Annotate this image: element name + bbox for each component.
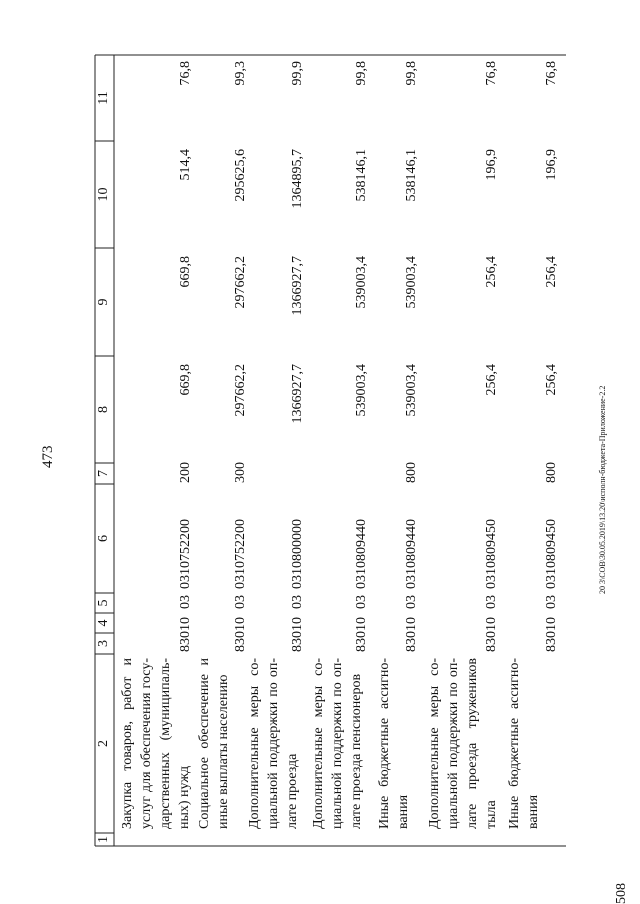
footer-path: 20 3\СОВ\30.05.2019\13.20\исполн-бюджета-Приложение-2.2 [598,385,607,594]
header-col-4: 4 [96,619,111,627]
row-name-line: Закупка товаров, работ и [120,658,135,829]
row-name-line: Иные бюджетные ассигно- [377,658,392,829]
row-name-line: тыла [484,800,499,829]
cell-col9: 297662,2 [233,256,248,309]
cell-col5: 03 [178,595,193,609]
row-name-line: вания [526,794,541,829]
cell-col3: 830 [178,631,193,652]
cell-col7: 200 [178,462,193,483]
cell-col7: 300 [233,462,248,483]
row-name-line: вания [396,794,411,829]
cell-col3: 830 [484,631,499,652]
cell-col8: 539003,4 [404,364,419,417]
cell-col6: 0310752200 [178,519,193,589]
cell-col8: 669,8 [178,364,193,396]
cell-col9: 256,4 [544,256,559,288]
cell-col11: 99,8 [354,61,369,86]
cell-col4: 10 [233,617,248,631]
cell-col5: 03 [290,595,305,609]
cell-col8: 1366927,7 [290,364,305,424]
cell-col10: 538146,1 [404,149,419,202]
cell-col9: 256,4 [484,256,499,288]
row-name-line: циальной поддержки по оп- [330,658,345,829]
cell-col4: 10 [354,617,369,631]
cell-col3: 830 [233,631,248,652]
cell-col4: 10 [404,617,419,631]
cell-col6: 0310809440 [354,519,369,589]
header-col-7: 7 [96,470,111,477]
cell-col11: 99,3 [233,61,248,86]
row-name-line: Дополнительные меры со- [311,658,326,829]
cell-col10: 196,9 [544,149,559,181]
cell-col6: 0310809440 [404,519,419,589]
cell-col9: 669,8 [178,256,193,288]
cell-col10: 538146,1 [354,149,369,202]
header-col-3: 3 [96,640,111,647]
cell-col11: 99,8 [404,61,419,86]
row-name-line: Социальное обеспечение и [197,658,212,829]
cell-col6: 0310809450 [484,519,499,589]
cell-col6: 0310752200 [233,519,248,589]
cell-col9: 539003,4 [354,256,369,309]
header-col-9: 9 [96,298,111,306]
cell-col6: 0310809450 [544,519,559,589]
header-col-6: 6 [96,535,111,542]
cell-col5: 03 [484,595,499,609]
cell-col7: 800 [544,462,559,483]
header-col-10: 10 [96,187,111,202]
row-name [245,658,302,829]
row-name-line: дарственных (муниципаль- [158,658,173,829]
header-col-8: 8 [96,406,111,413]
row-name-line: циальной поддержки по оп- [446,658,461,829]
row-name-line: услуг для обеспечения госу- [139,658,154,829]
corner-number: 508 [614,883,629,904]
row-name [195,658,233,829]
header-col-2: 2 [96,740,111,747]
row-name-line: циальной поддержки по оп- [266,658,281,829]
cell-col4: 10 [290,617,305,631]
row-name [118,658,194,829]
cell-col3: 830 [404,631,419,652]
cell-col5: 03 [354,595,369,609]
cell-col10: 295625,6 [233,149,248,202]
cell-col5: 03 [233,595,248,609]
row-name-line: иные выплаты населению [216,674,231,829]
cell-col10: 1364895,7 [290,149,305,209]
cell-col10: 196,9 [484,149,499,181]
header-col-1: 1 [96,836,111,843]
cell-col11: 76,8 [178,61,193,86]
cell-col8: 539003,4 [354,364,369,417]
header-col-5: 5 [96,599,111,607]
cell-col8: 297662,2 [233,364,248,417]
row-name-line: ных) нужд [177,765,192,829]
cell-col4: 10 [544,617,559,631]
row-name-line: Дополнительные меры со- [427,658,442,829]
cell-col4: 10 [484,617,499,631]
row-name-line: лате проезда [285,753,300,829]
cell-col7: 800 [404,462,419,483]
row-name-line: Иные бюджетные ассигно- [507,658,522,829]
cell-col11: 99,9 [290,61,305,86]
cell-col11: 76,8 [484,61,499,86]
row-name-line: Дополнительные меры со- [247,658,262,829]
page-number: 473 [40,445,56,468]
cell-col4: 10 [178,617,193,631]
cell-col3: 830 [544,631,559,652]
row-name-line: лате проезда тружеников [465,658,480,829]
cell-col9: 1366927,7 [290,256,305,316]
cell-col3: 830 [354,631,369,652]
cell-col3: 830 [290,631,305,652]
cell-col5: 03 [544,595,559,609]
row-name-line: лате проезда пенсионеров [349,673,364,829]
cell-col6: 0310800000 [290,519,305,589]
cell-col9: 539003,4 [404,256,419,309]
cell-col10: 514,4 [178,149,193,181]
row-name [375,658,413,829]
cell-col8: 256,4 [484,364,499,396]
cell-col8: 256,4 [544,364,559,396]
row-name [309,658,366,829]
row-name [505,658,543,829]
cell-col11: 76,8 [544,61,559,86]
cell-col5: 03 [404,595,419,609]
header-col-11: 11 [96,91,111,105]
row-name [425,658,501,829]
